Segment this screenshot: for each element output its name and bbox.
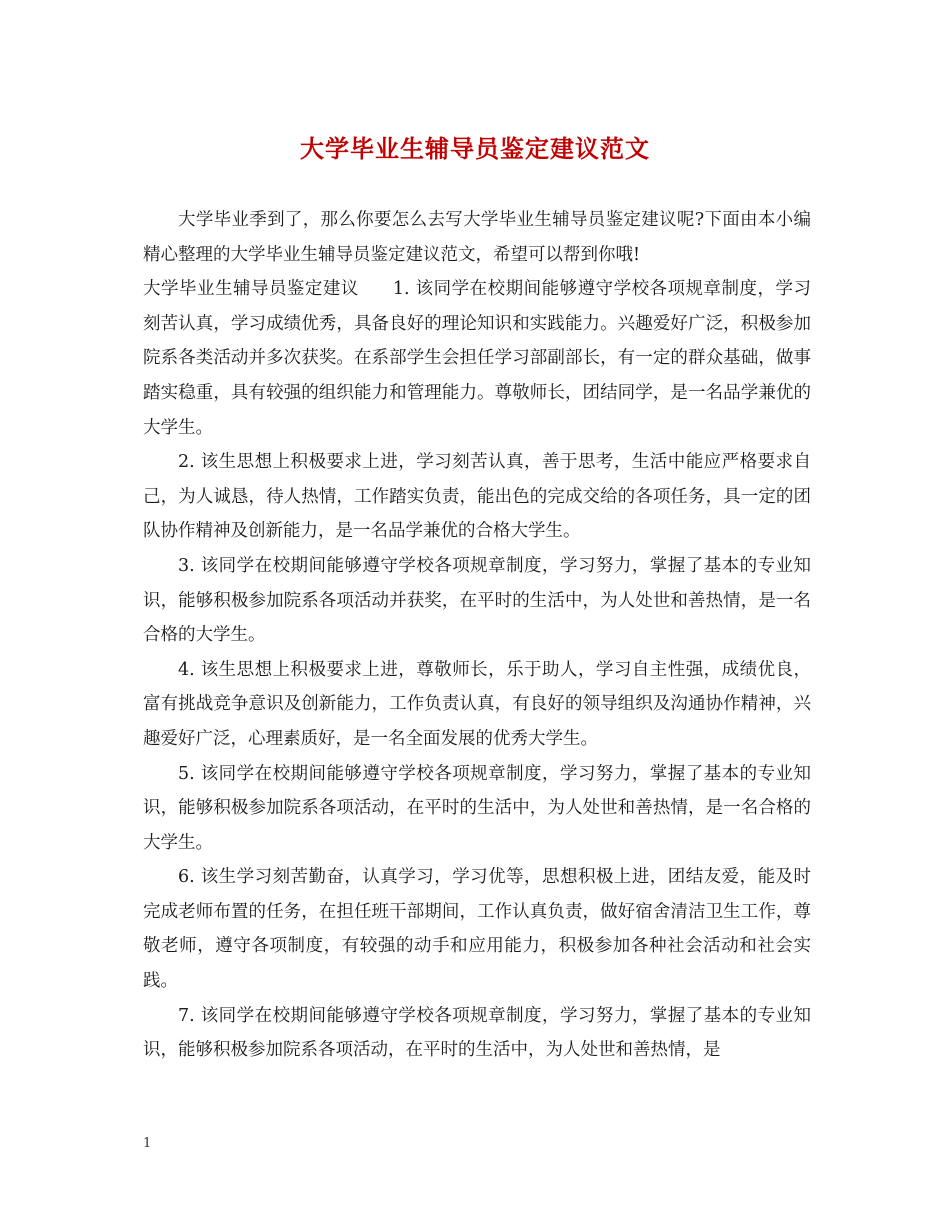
item-7-paragraph: 7. 该同学在校期间能够遵守学校各项规章制度，学习努力，掌握了基本的专业知识，能够积极参加院系各项活动，在平时的生活中，为人处世和善热情，是: [143, 1005, 811, 1061]
section-label: 大学毕业生辅导员鉴定建议: [143, 279, 359, 300]
item-4-paragraph: 4. 该生思想上积极要求上进，尊敬师长，乐于助人，学习自主性强，成绩优良，富有挑战竞争意识及创新能力，工作负责认真，有良好的领导组织及沟通协作精神，兴趣爱好广泛，心理素质好，是一名全面发展的优秀大学生。: [143, 659, 811, 749]
document-body: [143, 203, 811, 1068]
intro-paragraph: 大学毕业季到了，那么你要怎么去写大学毕业生辅导员鉴定建议呢?下面由本小编精心整理的大学毕业生辅导员鉴定建议范文，希望可以帮到你哦!: [143, 210, 811, 265]
section-paragraph: [143, 272, 811, 445]
item-5-paragraph: 5. 该同学在校期间能够遵守学校各项规章制度，学习努力，掌握了基本的专业知识，能够积极参加院系各项活动，在平时的生活中，为人处世和善热情，是一名合格的大学生。: [143, 763, 811, 853]
item-1-text: 1. 该同学在校期间能够遵守学校各项规章制度，学习刻苦认真，学习成绩优秀，具备良好的理论知识和实践能力。兴趣爱好广泛，积极参加院系各类活动并多次获奖。在系部学生会担任学习部副部长，有一定的群众基础，做事踏实稳重，具有较强的组织能力和管理能力。尊敬师长，团结同学，是一名品学兼优的大学生。: [143, 279, 811, 438]
page-number: 1: [143, 1136, 152, 1151]
document-title: 大学毕业生辅导员鉴定建议范文: [300, 134, 650, 163]
item-6-paragraph: 6. 该生学习刻苦勤奋，认真学习，学习优等，思想积极上进，团结友爱，能及时完成老师布置的任务，在担任班干部期间，工作认真负责，做好宿舍清洁卫生工作，尊敬老师，遵守各项制度，有较强的动手和应用能力，积极参加各种社会活动和社会实践。: [143, 867, 811, 992]
item-2-paragraph: 2. 该生思想上积极要求上进，学习刻苦认真，善于思考，生活中能应严格要求自己，为人诚恳，待人热情，工作踏实负责，能出色的完成交给的各项任务，具一定的团队协作精神及创新能力，是一名品学兼优的合格大学生。: [143, 452, 811, 542]
item-3-paragraph: 3. 该同学在校期间能够遵守学校各项规章制度，学习努力，掌握了基本的专业知识，能够积极参加院系各项活动并获奖，在平时的生活中，为人处世和善热情，是一名合格的大学生。: [143, 555, 811, 646]
